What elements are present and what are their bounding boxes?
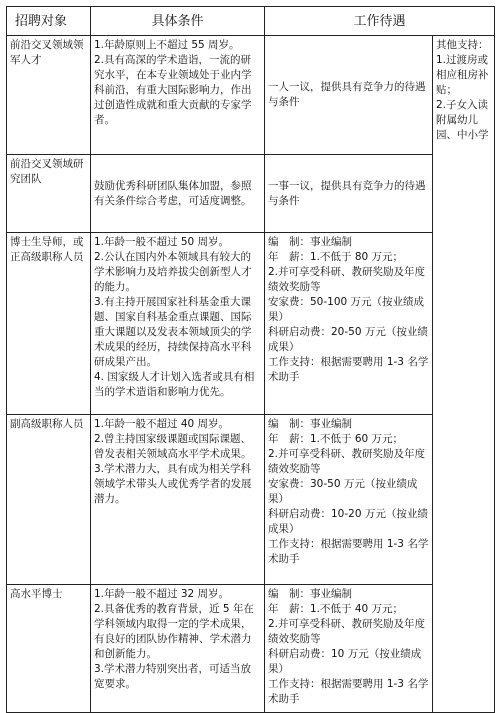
treatment-item: 科研启动费：10 万元（按业绩成果） [268, 648, 422, 675]
condition-item: 3.学术潜力大，具有成为相关学科领域学术带头人或优秀学者的发展潜力。 [94, 463, 252, 505]
treatment-item: 科研启动费：10-20 万元（按业绩成果） [268, 508, 428, 535]
condition-item: 3.学术潜力特别突出者，可适当放宽要求。 [94, 663, 252, 690]
condition-item: 鼓励优秀科研团队集体加盟，参照有关条件综合考虑，可适度调整。 [94, 179, 252, 207]
treatment-item: 2.并可享受科研、教研奖励及年度绩效奖励等 [268, 448, 426, 475]
row-conditions [91, 233, 265, 415]
row-target: 副高级职称人员 [7, 415, 91, 585]
header-treatment: 工作待遇 [265, 7, 495, 36]
condition-item: 2.公认在国内外本领域具有较大的学术影响力及培养拔尖创新型人才的能力。 [94, 251, 252, 293]
table-row [7, 36, 495, 155]
header-target: 招聘对象 [7, 7, 91, 36]
condition-item: 2.曾主持国家级课题或国际课题、曾发表相关领域高水平学术成果。 [94, 433, 252, 460]
other-support-item: 2.子女入读附属幼儿园、中小学 [436, 99, 489, 141]
treatment-item: 2.并可享受科研、教研奖励及年度绩效奖励等 [268, 266, 426, 293]
row-conditions [91, 415, 265, 585]
row-conditions [91, 155, 265, 233]
row-conditions [91, 36, 265, 155]
treatment-item: 工作支持：根据需要聘用 1-3 名学术助手 [268, 538, 429, 565]
treatment-item: 安家费：30-50 万元（按业绩成果） [268, 478, 418, 505]
condition-item: 1.年龄一般不超过 32 周岁。 [94, 588, 230, 600]
treatment-item: 科研启动费：20-50 万元（按业绩成果） [268, 326, 428, 353]
condition-item: 1.年龄一般不超过 40 周岁。 [94, 418, 230, 430]
treatment-item: 编 制：事业编制 [268, 588, 352, 600]
table-row [7, 233, 495, 415]
treatment-item: 编 制：事业编制 [268, 418, 352, 430]
row-treatment [265, 585, 433, 713]
condition-item: 2.具有高深的学术造诣，一流的研究水平，在本专业领域处于业内学科前沿，有重大国际影响力，作出过创造性成就和重大贡献的专家学者。 [94, 54, 252, 126]
treatment-item: 2.并可享受科研、教研奖励及年度绩效奖励等 [268, 618, 426, 645]
treatment-item: 工作支持：根据需要聘用 1-3 名学术助手 [268, 678, 429, 705]
recruitment-table-container [6, 6, 495, 713]
other-support-item: 1.过渡房或相应租房补贴； [436, 54, 489, 96]
recruitment-table [6, 6, 495, 713]
treatment-item: 编 制：事业编制 [268, 236, 352, 248]
treatment-item: 年 薪：1.不低于 60 万元； [268, 433, 404, 445]
row-target: 前沿交叉领域领军人才 [7, 36, 91, 155]
condition-item: 2.具备优秀的教育背景，近 5 年在学科领域内取得一定的学术成果，有良好的团队协作精神、学术潜力和创新能力。 [94, 603, 254, 660]
condition-item: 1.年龄原则上不超过 55 周岁。 [94, 39, 240, 51]
treatment-item: 年 薪：1.不低于 80 万元； [268, 251, 404, 263]
row-treatment [265, 155, 433, 233]
condition-item: 3.有主持开展国家社科基金重大课题、国家自科基金重点课题、国际重大课题以及发表本领域顶尖的学术成果的经历，持续保持高水平科研成果产出。 [94, 296, 252, 368]
condition-item: 1.年龄一般不超过 50 周岁。 [94, 236, 230, 248]
row-treatment [265, 36, 433, 155]
row-conditions [91, 585, 265, 713]
row-target: 前沿交叉领域研究团队 [7, 155, 91, 233]
table-row [7, 585, 495, 713]
condition-item: 4. 国家级人才计划入选者或具有相当的学术造诣和影响力优先。 [94, 371, 255, 398]
row-treatment [265, 233, 433, 415]
treatment-item: 安家费：50-100 万元（按业绩成果） [268, 296, 425, 323]
row-target: 博士生导师，或正高级职称人员 [7, 233, 91, 415]
other-support-title: 其他支持： [436, 39, 489, 51]
other-support-cell [433, 36, 495, 713]
treatment-item: 一人一议，提供具有竞争力的待遇与条件 [268, 81, 426, 108]
treatment-item: 年 薪：1.不低于 40 万元； [268, 603, 404, 615]
treatment-item: 工作支持：根据需要聘用 1-3 名学术助手 [268, 356, 429, 383]
row-treatment [265, 415, 433, 585]
table-row [7, 415, 495, 585]
header-conditions: 具体条件 [91, 7, 265, 36]
row-target: 高水平博士 [7, 585, 91, 713]
table-row [7, 155, 495, 233]
header-row [7, 7, 495, 36]
treatment-item: 一事一议，提供具有竞争力的待遇与条件 [268, 179, 426, 207]
